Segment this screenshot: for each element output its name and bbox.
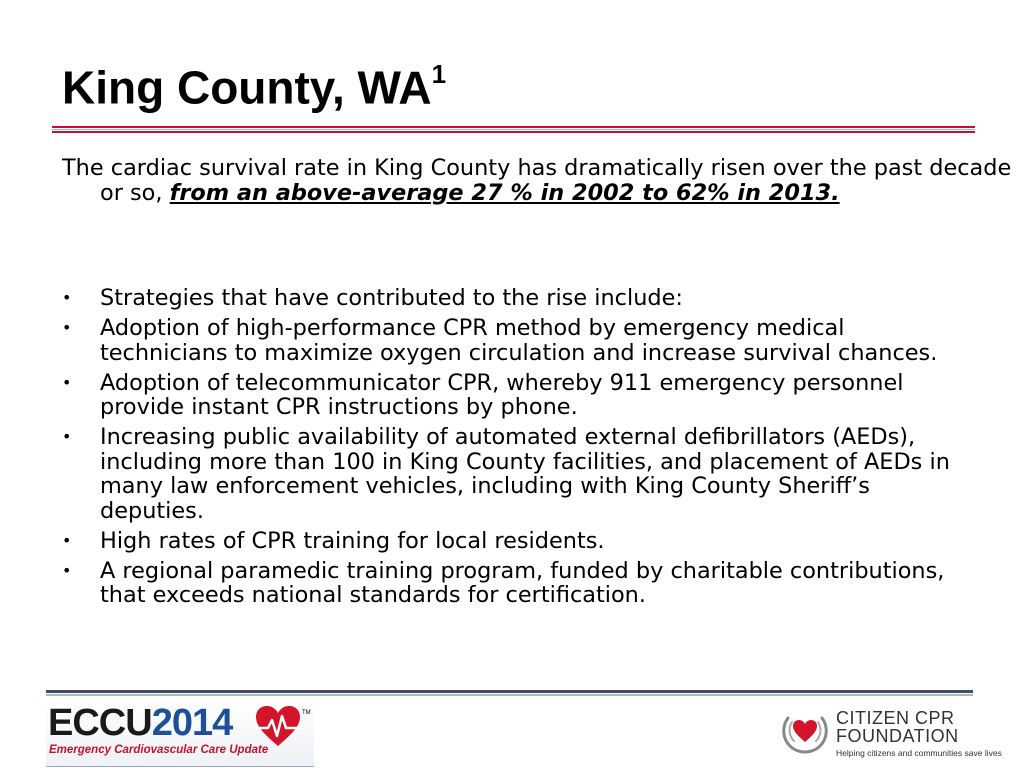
foundation-name-line1: CITIZEN CPR bbox=[836, 708, 955, 728]
intro-emphasis: from an above-average 27 % in 2002 to 62% in 2013. bbox=[169, 179, 840, 206]
eccu-subtitle: Emergency Cardiovascular Care Update bbox=[49, 744, 269, 756]
bullet-icon: • bbox=[62, 318, 72, 337]
intro-paragraph bbox=[62, 156, 1015, 205]
list-item bbox=[62, 371, 977, 420]
list-item bbox=[62, 425, 977, 523]
footer-divider-light bbox=[46, 694, 973, 696]
hands-heart-icon bbox=[780, 708, 830, 754]
list-item-text: High rates of CPR training for local residents. bbox=[100, 527, 605, 554]
list-item-text: Adoption of telecommunicator CPR, whereby 911 emergency personnel provide instant CPR instructions by phone. bbox=[100, 369, 904, 420]
footer-divider-dark bbox=[46, 690, 973, 693]
list-item-text: A regional paramedic training program, funded by charitable contributions, that exceeds national standards for certification. bbox=[100, 557, 945, 608]
eccu-name: ECCU bbox=[48, 702, 152, 744]
list-item bbox=[62, 286, 977, 311]
bullet-icon: • bbox=[62, 372, 72, 392]
title-divider-bottom bbox=[52, 131, 975, 133]
list-item bbox=[62, 529, 977, 554]
bullet-icon: • bbox=[62, 560, 72, 580]
list-item bbox=[62, 559, 977, 608]
title-divider-middle bbox=[52, 129, 975, 130]
bullet-icon: • bbox=[62, 288, 72, 307]
foundation-name-line2: FOUNDATION bbox=[836, 726, 959, 746]
list-item-text: Increasing public availability of automated external defibrillators (AEDs), including more than 100 in King County facilities, and placement of AEDs in many law enforcement vehicles, including with King County Sheriff’s deputies. bbox=[100, 424, 950, 524]
foundation-tagline: Helping citizens and communities save lives bbox=[836, 748, 1002, 758]
eccu-logo bbox=[46, 700, 314, 767]
strategy-list bbox=[62, 286, 977, 613]
title-footnote: 1 bbox=[431, 59, 447, 89]
list-item-text: Adoption of high-performance CPR method by emergency medical technicians to maximize oxygen circulation and increase survival chances. bbox=[100, 315, 938, 366]
heart-icon bbox=[254, 704, 302, 748]
trademark-mark: TM bbox=[302, 710, 311, 716]
list-item-text: Strategies that have contributed to the rise include: bbox=[100, 285, 683, 311]
intro-lead: The cardiac survival rate in King County has dramatically risen over the past decade or so, bbox=[62, 155, 1012, 206]
slide-title bbox=[62, 50, 446, 115]
list-item bbox=[62, 316, 977, 365]
bullet-icon: • bbox=[62, 427, 72, 446]
eccu-wordmark bbox=[48, 703, 232, 743]
bullet-icon: • bbox=[62, 530, 72, 550]
eccu-year: 2014 bbox=[151, 702, 233, 744]
citizen-cpr-logo bbox=[780, 704, 1002, 764]
slide-title-text: King County, WA bbox=[62, 61, 432, 114]
title-divider-top bbox=[52, 126, 975, 128]
